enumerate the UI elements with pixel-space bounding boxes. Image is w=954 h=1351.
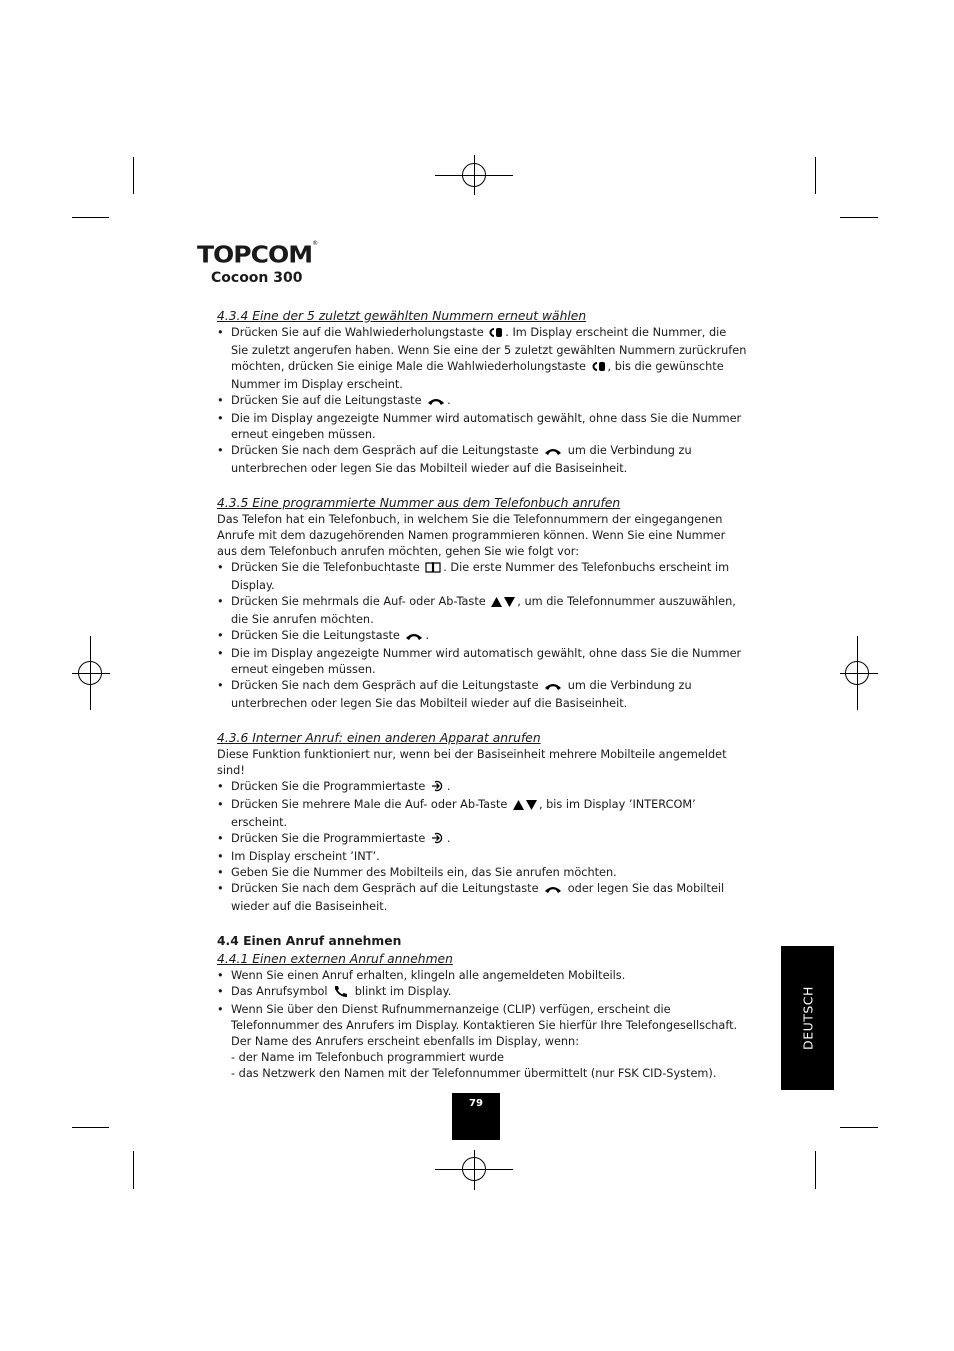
- up-down-arrows-icon: [491, 596, 515, 612]
- list-item: • Die im Display angezeigte Nummer wird automatisch gewählt, ohne dass Sie die Nummer erneut eingeben müssen.: [217, 411, 747, 443]
- list-item: • Drücken Sie nach dem Gespräch auf die Leitungstaste um die Verbindung zu unterbrechen oder legen Sie das Mobilteil wieder auf die Basiseinheit.: [217, 678, 747, 712]
- list-item: • Geben Sie die Nummer des Mobilteils ein, das Sie anrufen möchten.: [217, 865, 747, 881]
- heading-4-4: 4.4 Einen Anruf annehmen: [217, 934, 402, 948]
- registered-mark: ®: [312, 240, 319, 247]
- list-item: • Drücken Sie die Leitungstaste .: [217, 628, 747, 646]
- heading-4-3-5: 4.3.5 Eine programmierte Nummer aus dem Telefonbuch anrufen: [217, 496, 621, 510]
- list-item: • Drücken Sie mehrere Male die Auf- oder Ab-Taste , bis im Display ’INTERCOM’ erscheint.: [217, 797, 747, 831]
- program-key-icon: [431, 832, 445, 849]
- list-4-4-1: [217, 968, 747, 1050]
- handset-icon: [544, 680, 562, 696]
- language-tab: [781, 946, 834, 1090]
- page-number: 79: [469, 1098, 483, 1109]
- handset-icon: [427, 395, 445, 411]
- brand-name: TOPCOM: [197, 241, 313, 268]
- list-item: • Drücken Sie mehrmals die Auf- oder Ab-Taste , um die Telefonnummer auszuwählen, die Sie anrufen möchten.: [217, 594, 747, 628]
- language-tab-label: DEUTSCH: [800, 986, 815, 1050]
- list-4-3-4: [217, 325, 747, 477]
- list-item: • Das Anrufsymbol blinkt im Display.: [217, 984, 747, 1002]
- phonebook-icon: [425, 561, 441, 578]
- list-item: • Drücken Sie die Programmiertaste .: [217, 779, 747, 797]
- list-item: • Wenn Sie einen Anruf erhalten, klingeln alle angemeldeten Mobilteils.: [217, 968, 747, 984]
- list-item: • Drücken Sie auf die Leitungstaste .: [217, 393, 747, 411]
- redial-icon: [592, 361, 606, 377]
- call-symbol-icon: [333, 985, 349, 1002]
- paragraph: Das Telefon hat ein Telefonbuch, in welchem Sie die Telefonnummern der eingegangenen Anrufe mit dem dazugehörenden Namen programmieren können. Wenn Sie eine Nummer aus dem Telefonbuch anrufen möchten, gehen Sie wie folgt vor:: [217, 513, 726, 558]
- list-item: • Wenn Sie über den Dienst Rufnummernanzeige (CLIP) verfügen, erscheint die Telefonnummer des Anrufers im Display. Kontaktieren Sie hierfür Ihre Telefongesellschaft. Der Name des Anrufers erscheint ebenfalls im Display, wenn:: [217, 1002, 747, 1050]
- list-item: • Drücken Sie die Programmiertaste .: [217, 831, 747, 849]
- list-item: • Drücken Sie nach dem Gespräch auf die Leitungstaste um die Verbindung zu unterbrechen oder legen Sie das Mobilteil wieder auf die Basiseinheit.: [217, 443, 747, 477]
- handset-icon: [544, 445, 562, 461]
- heading-4-3-4: 4.3.4 Eine der 5 zuletzt gewählten Nummern erneut wählen: [217, 309, 587, 323]
- handset-icon: [544, 883, 562, 899]
- list-item: • Im Display erscheint ’INT’.: [217, 849, 747, 865]
- model-name: Cocoon 300: [211, 270, 303, 286]
- sub-item: - das Netzwerk den Namen mit der Telefonnummer übermittelt (nur FSK CID-System).: [231, 1067, 717, 1080]
- list-item: • Drücken Sie nach dem Gespräch auf die Leitungstaste oder legen Sie das Mobilteil wieder auf die Basiseinheit.: [217, 881, 747, 915]
- list-4-3-5: [217, 560, 747, 712]
- list-4-3-6: [217, 779, 747, 915]
- page-content: [217, 307, 747, 1082]
- heading-4-3-6: 4.3.6 Interner Anruf: einen anderen Apparat anrufen: [217, 731, 541, 745]
- paragraph: Diese Funktion funktioniert nur, wenn bei der Basiseinheit mehrere Mobilteile angemeldet sind!: [217, 748, 727, 777]
- list-item: • Die im Display angezeigte Nummer wird automatisch gewählt, ohne dass Sie die Nummer erneut eingeben müssen.: [217, 646, 747, 678]
- list-item: • Drücken Sie auf die Wahlwiederholungstaste . Im Display erscheint die Nummer, die Sie zuletzt angerufen haben. Wenn Sie eine der 5 zuletzt gewählten Nummern zurückrufen möchten, drücken Sie einige Male die Wahlwiederholungstaste , bis die gewünschte Nummer im Display erscheint.: [217, 325, 747, 393]
- heading-4-4-1: 4.4.1 Einen externen Anruf annehmen: [217, 952, 453, 966]
- sub-item: - der Name im Telefonbuch programmiert wurde: [231, 1051, 504, 1064]
- list-item: • Drücken Sie die Telefonbuchtaste . Die erste Nummer des Telefonbuchs erscheint im Display.: [217, 560, 747, 594]
- brand-logo: [197, 240, 318, 270]
- up-down-arrows-icon: [513, 799, 537, 815]
- program-key-icon: [431, 780, 445, 797]
- handset-icon: [405, 630, 423, 646]
- page-number-box: [452, 1093, 500, 1140]
- redial-icon: [489, 327, 503, 343]
